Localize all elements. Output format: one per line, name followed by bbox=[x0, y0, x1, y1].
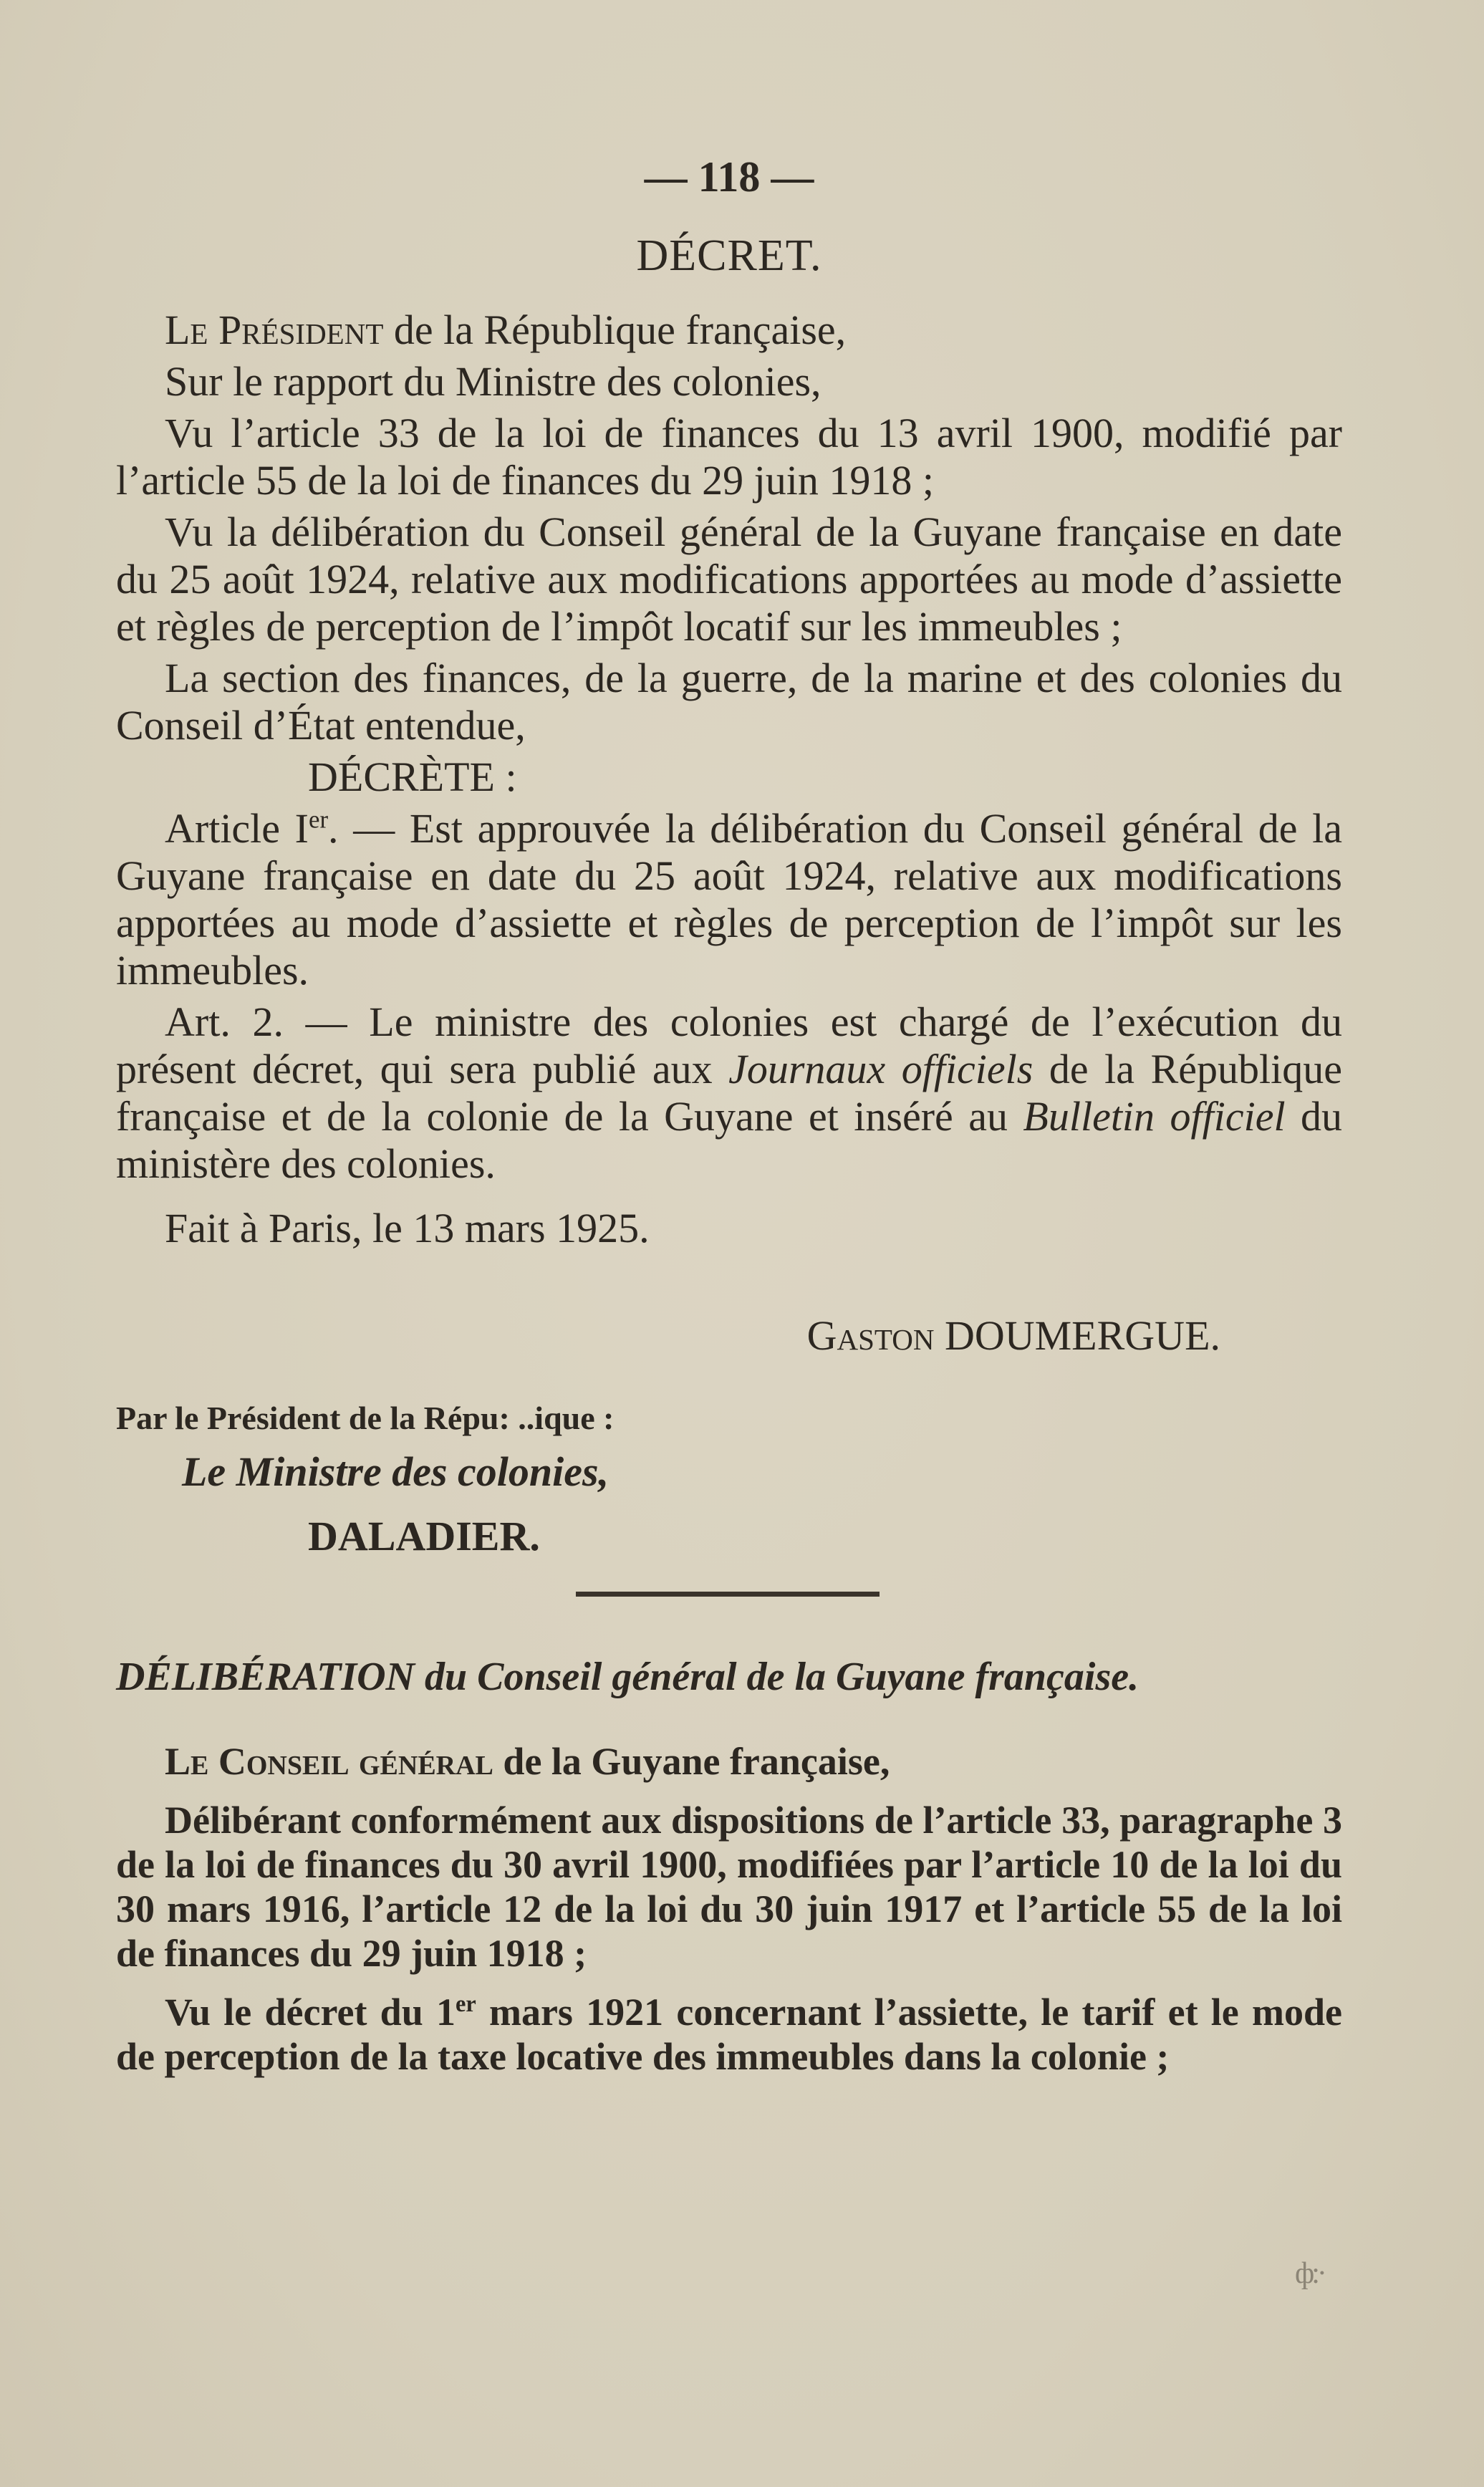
signature-last: DOUMERGUE. bbox=[934, 1312, 1220, 1359]
journaux-officiels: Journaux officiels bbox=[728, 1046, 1034, 1092]
bulletin-officiel: Bulletin officiel bbox=[1023, 1093, 1286, 1140]
section-finances: La section des finances, de la guerre, de la marine et des colonies du Conseil d’État entendue, bbox=[116, 655, 1342, 749]
deliberation-body bbox=[116, 1739, 1342, 2083]
decrete-heading: DÉCRÈTE : bbox=[308, 754, 517, 800]
president-rest: de la République française, bbox=[383, 307, 847, 353]
deliberation-title-rest: du Conseil général de la Guyane française. bbox=[415, 1655, 1140, 1699]
signature-first: Gaston bbox=[806, 1312, 935, 1359]
vu-decret-rest: mars 1921 concernant l’assiette, le tarif et le mode de perception de la taxe locative des immeubles dans la colonie ; bbox=[116, 1991, 1342, 2078]
vu-decret-sup: er bbox=[455, 1991, 476, 2017]
conseil-line bbox=[116, 1739, 1342, 1784]
deliberation-title-main: DÉLIBÉRATION bbox=[116, 1655, 415, 1699]
article-1 bbox=[116, 805, 1342, 994]
conseil-label: Le Conseil général bbox=[165, 1740, 493, 1783]
decree-body bbox=[116, 307, 1342, 1256]
president-line bbox=[116, 307, 1342, 354]
article-1-sup: er bbox=[309, 805, 329, 834]
signature bbox=[116, 1312, 1342, 1360]
article-2-part-a: Art. 2. — Le ministre des colonies est chargé de l’exécution du présent décret, qui sera publié aux bbox=[116, 999, 1342, 1092]
par-le-president: Par le Président de la Répu: ..ique : bbox=[116, 1400, 615, 1436]
article-1-text: . — Est approuvée la délibération du Conseil général de la Guyane française en date du 25 août 1924, relative aux modifications apportées au mode d’assiette et règles de perception de l’impôt sur les immeubles. bbox=[116, 805, 1342, 994]
section-divider bbox=[576, 1592, 880, 1597]
vu-decret-1921 bbox=[116, 1990, 1342, 2079]
article-2 bbox=[116, 999, 1342, 1188]
minister-name: DALADIER. bbox=[308, 1513, 540, 1559]
page-number: — 118 — bbox=[644, 153, 814, 201]
vu-decret-prefix: Vu le décret du 1 bbox=[165, 1991, 456, 2034]
vu-deliberation: Vu la délibération du Conseil général de la Guyane française en date du 25 août 1924, relative aux modifications apportées au mode d’assiette et règles de perception de l’impôt locatif sur les immeubles ; bbox=[116, 509, 1342, 650]
deliberant-paragraph: Délibérant conformément aux dispositions de l’article 33, paragraphe 3 de la loi de finances du 30 avril 1900, modifiées par l’article 10 de la loi du 30 mars 1916, l’article 12 de la loi du 30 juin 1917 et l’article 55 de la loi de finances du 29 juin 1918 ; bbox=[116, 1799, 1342, 1975]
president-label: Le Président bbox=[165, 307, 384, 353]
deliberation-title bbox=[116, 1653, 1342, 1701]
decree-title: DÉCRET. bbox=[636, 231, 822, 280]
article-2-part-b: de la République française et de la colonie de la Guyane et inséré au bbox=[116, 1046, 1342, 1140]
fait-a-paris: Fait à Paris, le 13 mars 1925. bbox=[165, 1205, 650, 1251]
rapport-line: Sur le rapport du Ministre des colonies, bbox=[165, 358, 822, 405]
conseil-rest: de la Guyane française, bbox=[493, 1740, 890, 1783]
vu-loi-finances: Vu l’article 33 de la loi de finances du 13 avril 1900, modifié par l’article 55 de la loi de finances du 29 juin 1918 ; bbox=[116, 410, 1342, 504]
article-2-part-c: du ministère des colonies. bbox=[116, 1093, 1343, 1187]
minister-title: Le Ministre des colonies, bbox=[182, 1448, 610, 1495]
printer-mark: ф:· bbox=[1295, 2257, 1324, 2290]
article-1-prefix: Article I bbox=[165, 805, 309, 852]
